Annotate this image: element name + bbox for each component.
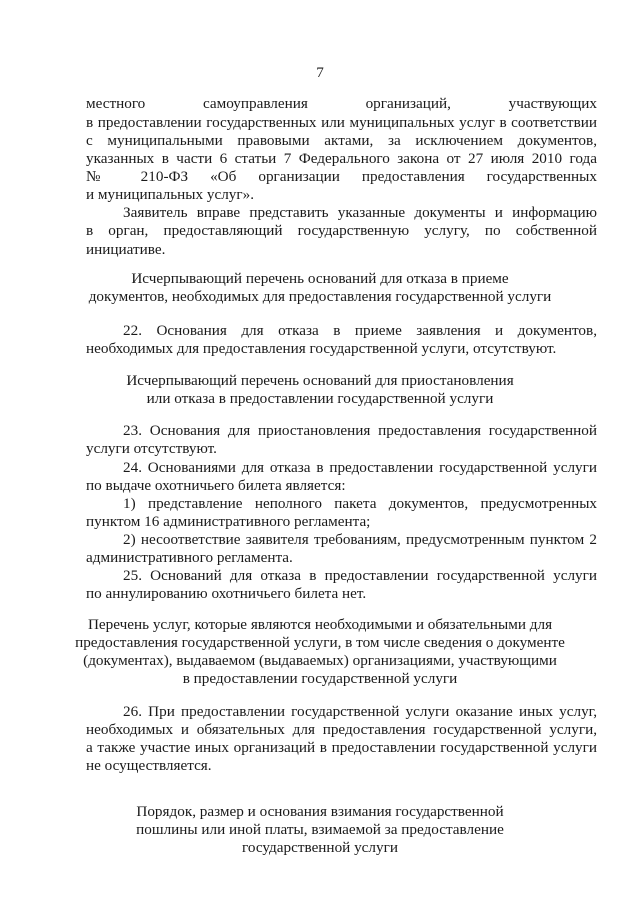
text-line: Заявитель вправе представить указанные документы и информацию (123, 204, 597, 221)
section-heading-line: или отказа в предоставлении государственной услуги (146, 390, 494, 407)
section-heading-line: документов, необходимых для предоставления государственной услуги (88, 288, 552, 305)
text-line: не осуществляется. (86, 757, 212, 774)
text-line: необходимых и обязательных для предоставления государственной услуги, (86, 721, 597, 738)
text-line: с муниципальными правовыми актами, за исключением документов, (86, 132, 597, 149)
section-heading-line: государственной услуги (242, 839, 398, 856)
text-line: 22. Основания для отказа в приеме заявления и документов, (123, 322, 597, 339)
section-heading-line: Перечень услуг, которые являются необходимыми и обязательными для (87, 616, 553, 633)
text-line: пунктом 16 административного регламента; (86, 513, 371, 530)
text-line: 26. При предоставлении государственной услуги оказание иных услуг, (123, 703, 597, 720)
text-line: 25. Оснований для отказа в предоставлении государственной услуги (123, 567, 597, 584)
page-number: 7 (316, 64, 324, 81)
section-heading-line: пошлины или иной платы, взимаемой за предоставление (136, 821, 504, 838)
text-line: и муниципальных услуг». (86, 186, 254, 203)
text-line: 23. Основания для приостановления предоставления государственной (123, 422, 597, 439)
text-line: № 210-ФЗ «Об организации предоставления государственных (86, 168, 597, 185)
text-line: местного самоуправления организаций, участвующих (86, 95, 597, 112)
text-line: а также участие иных организаций в предоставлении государственной услуги (86, 739, 597, 756)
text-line: инициативе. (86, 241, 166, 258)
section-heading-line: предоставления государственной услуги, в том числе сведения о документе (75, 634, 565, 651)
section-heading-line: (документах), выдаваемом (выдаваемых) организациями, участвующими (83, 652, 557, 669)
section-heading-line: Порядок, размер и основания взимания государственной (136, 803, 504, 820)
section-heading-line: Исчерпывающий перечень оснований для отказа в приеме (131, 270, 509, 287)
text-line: по аннулированию охотничьего билета нет. (86, 585, 367, 602)
text-line: услуги отсутствуют. (86, 440, 217, 457)
text-line: в орган, предоставляющий государственную услугу, по собственной (86, 222, 597, 239)
text-line: указанных в части 6 статьи 7 Федерального закона от 27 июля 2010 года (86, 150, 597, 167)
text-line: в предоставлении государственных или муниципальных услуг в соответствии (86, 114, 597, 131)
text-line: 24. Основаниями для отказа в предоставлении государственной услуги (123, 459, 597, 476)
text-line: 2) несоответствие заявителя требованиям, предусмотренным пунктом 2 (123, 531, 597, 548)
text-line: необходимых для предоставления государственной услуги, отсутствуют. (86, 340, 557, 357)
text-line: 1) представление неполного пакета документов, предусмотренных (123, 495, 597, 512)
text-line: по выдаче охотничьего билета является: (86, 477, 346, 494)
section-heading-line: в предоставлении государственной услуги (182, 670, 458, 687)
section-heading-line: Исчерпывающий перечень оснований для приостановления (126, 372, 514, 389)
text-line: административного регламента. (86, 549, 293, 566)
